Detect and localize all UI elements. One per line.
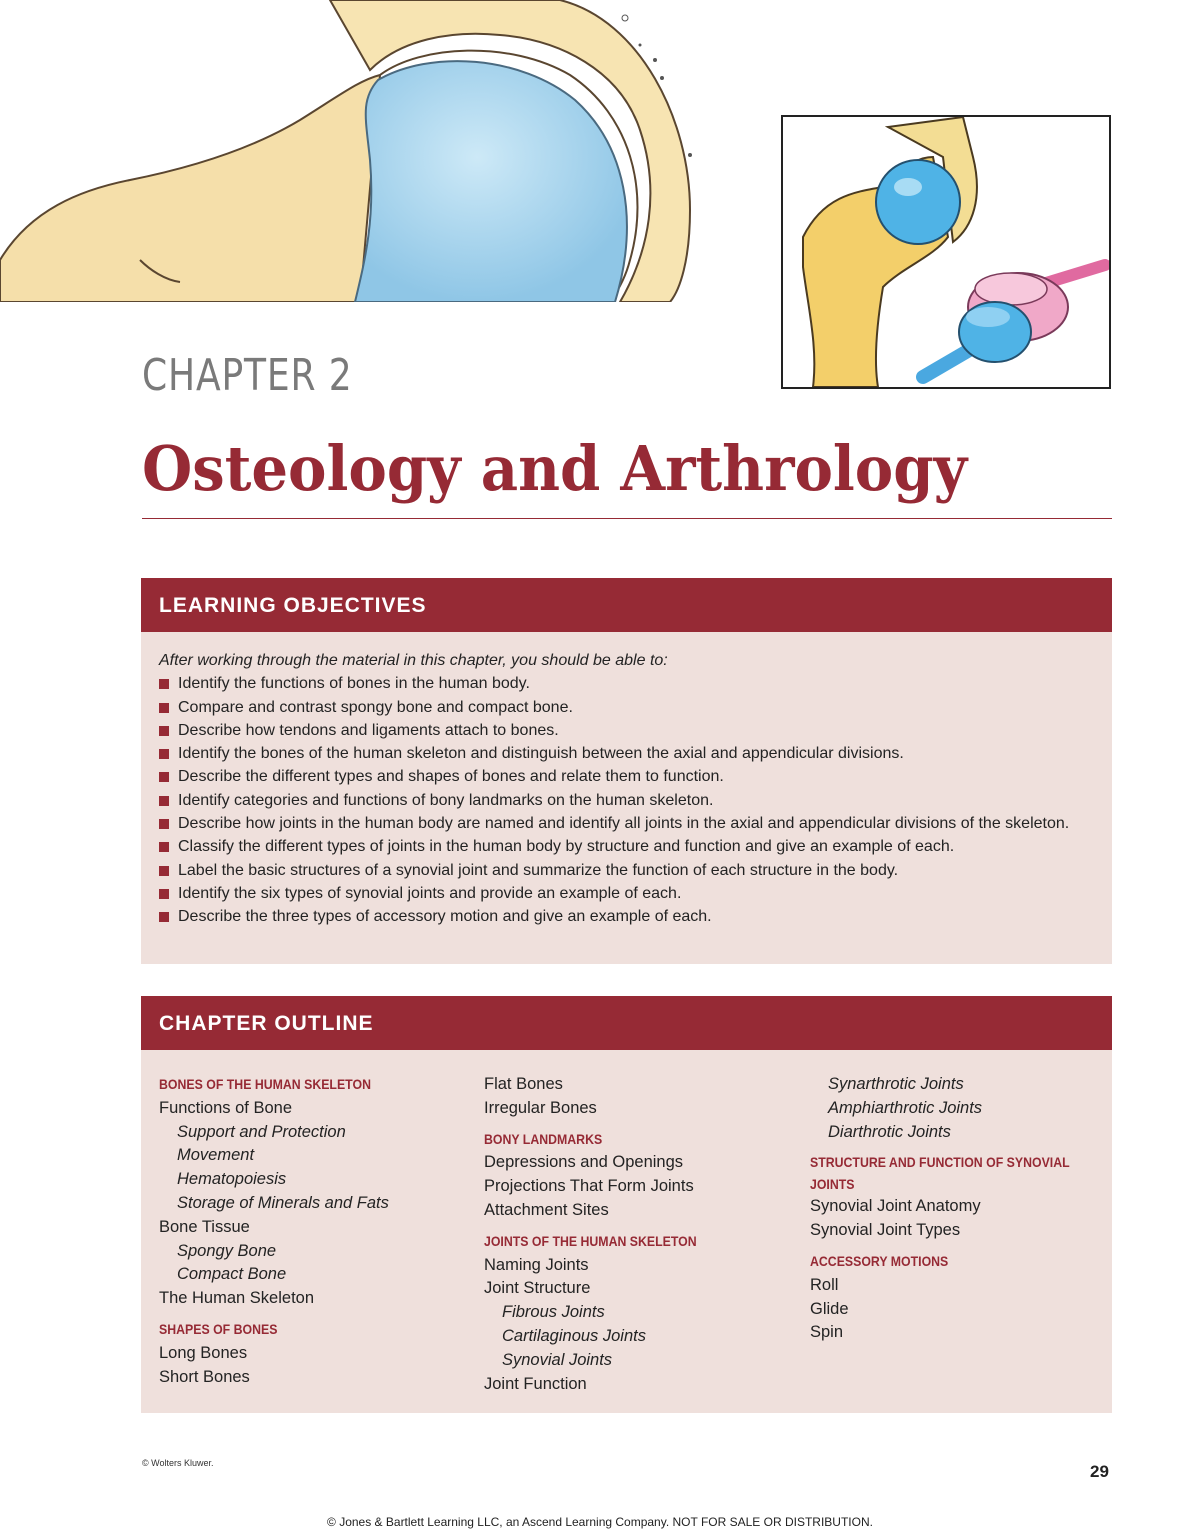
- learning-objectives-panel: [141, 578, 1112, 964]
- outline-section-heading: BONY LANDMARKS: [484, 1130, 603, 1147]
- outline-subitem: Diarthrotic Joints: [828, 1122, 951, 1141]
- outline-item: Attachment Sites: [484, 1200, 609, 1219]
- page-number: 29: [1090, 1462, 1109, 1481]
- outline-subitem: Hematopoiesis: [177, 1170, 287, 1189]
- outline-subitem: Storage of Minerals and Fats: [177, 1193, 389, 1212]
- objective-text: Describe how joints in the human body are named and identify all joints in the axial and appendicular divisions of the skeleton.: [178, 815, 1070, 833]
- hip-joint-illustration: [0, 0, 700, 302]
- outline-item: Long Bones: [159, 1343, 248, 1362]
- outline-item: Spin: [810, 1323, 844, 1342]
- outline-item: Roll: [810, 1275, 839, 1294]
- square-bullet-icon: [159, 889, 169, 899]
- outline-subitem: Spongy Bone: [177, 1241, 277, 1260]
- outline-subitem: Synovial Joints: [502, 1350, 613, 1369]
- outline-item: Bone Tissue: [159, 1217, 250, 1236]
- outline-subitem: Amphiarthrotic Joints: [828, 1098, 983, 1117]
- outline-section-heading: SHAPES OF BONES: [159, 1320, 278, 1337]
- square-bullet-icon: [159, 912, 169, 922]
- square-bullet-icon: [159, 703, 169, 713]
- outline-subitem: Movement: [177, 1146, 255, 1165]
- objectives-intro: After working through the material in this chapter, you should be able to:: [159, 652, 668, 669]
- objective-text: Describe the different types and shapes of bones and relate them to function.: [178, 768, 724, 786]
- square-bullet-icon: [159, 796, 169, 806]
- objective-item: [159, 742, 1094, 765]
- objective-item: [159, 696, 1094, 719]
- ball-and-socket-inset: [781, 115, 1111, 389]
- square-bullet-icon: [159, 819, 169, 829]
- ball-and-socket-illustration: [783, 117, 1109, 387]
- objective-item: [159, 789, 1094, 812]
- objective-text: Describe the three types of accessory motion and give an example of each.: [178, 908, 712, 926]
- outline-item: Functions of Bone: [159, 1098, 292, 1117]
- title-rule: [142, 518, 1112, 519]
- outline-subitem: Cartilaginous Joints: [502, 1326, 646, 1345]
- outline-item: Flat Bones: [484, 1075, 563, 1093]
- objective-text: Label the basic structures of a synovial joint and summarize the function of each structure in the body.: [178, 861, 899, 879]
- outline-section-heading: ACCESSORY MOTIONS: [810, 1252, 949, 1269]
- square-bullet-icon: [159, 866, 169, 876]
- outline-item: Depressions and Openings: [484, 1153, 684, 1172]
- outline-item: Joint Function: [484, 1374, 587, 1393]
- objective-item: [159, 765, 1094, 788]
- outline-section-heading: BONES OF THE HUMAN SKELETON: [159, 1076, 371, 1092]
- publisher-logo: © Wolters Kluwer.: [142, 1458, 214, 1468]
- objective-text: Classify the different types of joints in the human body by structure and function and give an example of each.: [178, 838, 955, 856]
- objective-text: Identify the six types of synovial joints and provide an example of each.: [178, 884, 682, 902]
- objective-text: Identify the functions of bones in the human body.: [178, 675, 530, 693]
- outline-subitem: Compact Bone: [177, 1265, 287, 1284]
- square-bullet-icon: [159, 749, 169, 759]
- objective-item: [159, 859, 1094, 882]
- chapter-outline-heading: CHAPTER OUTLINE: [141, 996, 1112, 1050]
- outline-item: Projections That Form Joints: [484, 1177, 694, 1196]
- square-bullet-icon: [159, 679, 169, 689]
- objectives-list: [159, 672, 1094, 928]
- chapter-label: CHAPTER 2: [142, 350, 353, 401]
- square-bullet-icon: [159, 726, 169, 736]
- objective-text: Compare and contrast spongy bone and compact bone.: [178, 698, 573, 716]
- objective-item: [159, 835, 1094, 858]
- outline-column-1: [159, 1073, 400, 1389]
- outline-subitem: Fibrous Joints: [502, 1303, 605, 1322]
- outline-column-3: [810, 1073, 1100, 1345]
- outline-item: Short Bones: [159, 1367, 250, 1386]
- outline-item: Irregular Bones: [484, 1098, 597, 1117]
- objective-text: Identify the bones of the human skeleton and distinguish between the axial and appendicular divisions.: [178, 745, 904, 763]
- square-bullet-icon: [159, 842, 169, 852]
- outline-subitem: Support and Protection: [177, 1122, 346, 1141]
- outline-item: Joint Structure: [484, 1279, 591, 1298]
- outline-item: The Human Skeleton: [159, 1289, 315, 1308]
- square-bullet-icon: [159, 772, 169, 782]
- objective-item: [159, 905, 1094, 928]
- chapter-outline-panel: [141, 996, 1112, 1413]
- objective-item: [159, 672, 1094, 695]
- outline-section-heading: JOINTS OF THE HUMAN SKELETON: [484, 1232, 697, 1249]
- outline-item: Glide: [810, 1299, 849, 1318]
- outline-column-2: [484, 1073, 726, 1396]
- objective-item: [159, 812, 1094, 835]
- objective-text: Describe how tendons and ligaments attach to bones.: [178, 721, 559, 739]
- outline-item: Synovial Joint Types: [810, 1221, 961, 1240]
- objective-text: Identify categories and functions of bony landmarks on the human skeleton.: [178, 791, 714, 809]
- outline-section-heading: STRUCTURE AND FUNCTION OF SYNOVIAL JOINTS: [810, 1154, 1070, 1193]
- learning-objectives-body: [141, 632, 1112, 929]
- objective-item: [159, 719, 1094, 742]
- outline-subitem: Synarthrotic Joints: [828, 1075, 964, 1093]
- copyright-notice: © Jones & Bartlett Learning LLC, an Ascend Learning Company. NOT FOR SALE OR DISTRIBUTION.: [327, 1515, 873, 1529]
- chapter-title: Osteology and Arthrology: [142, 432, 968, 505]
- objective-item: [159, 882, 1094, 905]
- outline-item: Naming Joints: [484, 1255, 589, 1274]
- outline-item: Synovial Joint Anatomy: [810, 1197, 981, 1216]
- learning-objectives-heading: LEARNING OBJECTIVES: [141, 578, 1112, 632]
